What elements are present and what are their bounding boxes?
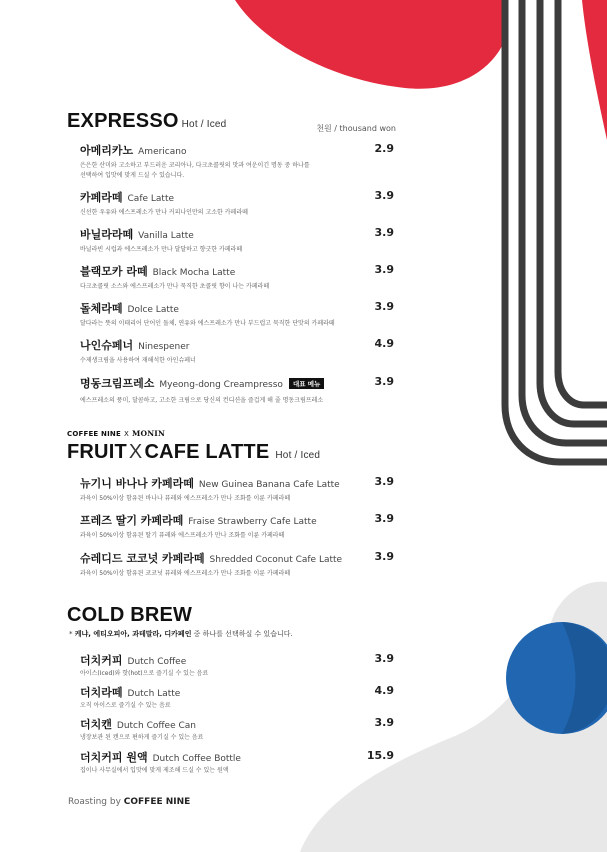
item-description: 아이스(Iced)와 핫(hot)으로 즐기실 수 있는 음료 [80, 670, 209, 677]
espresso-subtitle: Hot / Iced [181, 119, 227, 130]
note-bean-list: 케냐, 에티오피아, 과테말라, 디카페인 [74, 630, 192, 638]
item-name: 블랙모카 라떼 [80, 265, 148, 278]
menu-item-dutch-coffee-can [80, 716, 396, 743]
item-name: 나인슈페너 [80, 339, 134, 352]
item-description: 바닐라빈 시럽과 에스프레소가 만나 달달하고 향긋한 카페라떼 [80, 246, 243, 253]
item-english-name: Dutch Coffee Can [116, 721, 196, 731]
footer-brand: COFFEE NINE [123, 797, 191, 807]
menu-item-dutch-latte [80, 684, 396, 711]
item-price: 4.9 [374, 684, 394, 697]
item-description: 다크초콜릿 소스와 에스프레소가 만나 묵직한 초콜릿 향이 나는 카페라떼 [80, 283, 270, 290]
menu-item-dutch-coffee [80, 652, 396, 679]
item-price: 3.9 [374, 226, 394, 239]
cold-brew-section-title [67, 604, 192, 627]
item-price: 3.9 [374, 375, 394, 388]
fruit-title-text: FRUIT [67, 441, 127, 463]
item-name: 뉴기니 바나나 카페라떼 [80, 477, 194, 490]
menu-item-ninespener [80, 337, 396, 366]
collab-logo [67, 429, 165, 438]
item-price: 3.9 [374, 263, 394, 276]
item-description: 에스프레소의 풍미, 달콤하고, 고소한 크림으로 당신의 컨디션을 즐겁게 해 줄 명동크림프레소 [80, 397, 324, 404]
item-english-name: New Guinea Banana Cafe Latte [198, 480, 340, 490]
item-name: 더치커피 [80, 654, 123, 667]
monin-logo-text: MONIN [131, 429, 166, 438]
item-description: 과육이 50%이상 함유된 딸기 퓨레와 에스프레소가 만나 조화를 이룬 카페라떼 [80, 532, 285, 539]
item-price: 3.9 [374, 652, 394, 665]
fruit-section-title [67, 441, 320, 464]
menu-item-dolce-latte [80, 300, 396, 329]
item-name: 더치커피 원액 [80, 751, 148, 764]
item-english-name: Shredded Coconut Cafe Latte [209, 555, 343, 565]
item-english-name: Dolce Latte [127, 305, 179, 315]
item-description: 집이나 사무실에서 입맛에 맞게 제조해 드실 수 있는 원액 [80, 767, 229, 774]
item-english-name: Dutch Coffee [127, 657, 187, 667]
item-description: 수제생크림을 사용하여 재해석한 아인슈페너 [80, 357, 196, 364]
menu-item-black-mocha-latte [80, 263, 396, 292]
item-english-name: Dutch Coffee Bottle [152, 754, 241, 764]
menu-item-strawberry-cafe-latte [80, 512, 396, 541]
item-english-name: Myeong-dong Creampresso [159, 380, 283, 390]
item-name: 더치캔 [80, 718, 112, 731]
collab-x: X [123, 430, 129, 438]
item-name: 더치라떼 [80, 686, 123, 699]
item-english-name: Cafe Latte [127, 194, 175, 204]
item-name: 아메리카노 [80, 144, 134, 157]
fruit-title-x: X [128, 441, 143, 463]
note-text: 중 하나를 선택하실 수 있습니다. [191, 630, 293, 638]
item-description: 신선한 우유와 에스프레소가 만나 커피나인만의 고소한 카페라떼 [80, 209, 248, 216]
item-price: 4.9 [374, 337, 394, 350]
item-price: 3.9 [374, 550, 394, 563]
item-english-name: Fraise Strawberry Cafe Latte [188, 517, 317, 527]
bean-selection-note [69, 629, 293, 639]
item-description: 과육이 50%이상 함유된 코코넛 퓨레와 에스프레소가 만나 조화를 이룬 카페라떼 [80, 570, 291, 577]
item-description: 냉장보관 된 캔으로 편하게 즐기실 수 있는 음료 [80, 734, 204, 741]
cold-brew-title-text: COLD BREW [67, 604, 193, 626]
item-name: 명동크림프레소 [80, 377, 155, 390]
fruit-subtitle: Hot / Iced [275, 450, 321, 461]
item-price: 3.9 [374, 300, 394, 313]
item-english-name: Dutch Latte [127, 689, 181, 699]
menu-item-vanilla-latte [80, 226, 396, 255]
item-price: 2.9 [374, 142, 394, 155]
item-description: 달다라는 뜻의 이태리어 단어인 돌체, 연유와 에스프레소가 만나 부드럽고 묵직한 단맛의 카페라떼 [80, 320, 335, 327]
menu-item-banana-cafe-latte [80, 475, 396, 504]
item-price: 3.9 [374, 716, 394, 729]
coffee-nine-logo-text: COFFEE NINE [67, 430, 121, 438]
price-unit-label: 천원 / thousand won [316, 124, 396, 133]
footer-prefix: Roasting by [68, 797, 124, 807]
espresso-title-text: EXPRESSO [67, 110, 179, 132]
item-english-name: Black Mocha Latte [152, 268, 236, 278]
item-price: 3.9 [374, 512, 394, 525]
menu-item-americano [80, 142, 396, 181]
item-description-line2: 선택하여 입맛에 맞게 드실 수 있습니다. [80, 172, 185, 179]
menu-item-cafe-latte [80, 189, 396, 218]
item-name: 슈레디드 코코넛 카페라떼 [80, 552, 205, 565]
item-price: 3.9 [374, 189, 394, 202]
item-name: 돌체라떼 [80, 302, 123, 315]
menu-item-myeongdong-creampresso [80, 375, 396, 406]
menu-item-coconut-cafe-latte [80, 550, 396, 579]
item-english-name: Ninespener [138, 342, 190, 352]
item-name: 카페라떼 [80, 191, 123, 204]
item-description: 오직 아이스로 즐기실 수 있는 음료 [80, 702, 171, 709]
item-price: 3.9 [374, 475, 394, 488]
cafe-latte-title-text: CAFE LATTE [144, 441, 270, 463]
item-english-name: Americano [138, 147, 187, 157]
item-description: 과육이 50%이상 함유된 바나나 퓨레와 에스프레소가 만나 조화를 이룬 카페라떼 [80, 495, 291, 502]
item-price: 15.9 [366, 749, 394, 762]
note-prefix: * [69, 630, 75, 638]
footer-roasting-credit [68, 797, 190, 807]
item-description: 은은한 산미와 고소하고 부드러운 코리아나, 다크초콜릿의 맛과 여운이긴 명동 중 하나를 [80, 162, 310, 169]
signature-menu-badge: 대표 메뉴 [289, 378, 324, 389]
menu-item-dutch-coffee-bottle [80, 749, 396, 776]
item-name: 프레즈 딸기 카페라떼 [80, 514, 184, 527]
item-english-name: Vanilla Latte [138, 231, 194, 241]
item-name: 바닐라라떼 [80, 228, 134, 241]
